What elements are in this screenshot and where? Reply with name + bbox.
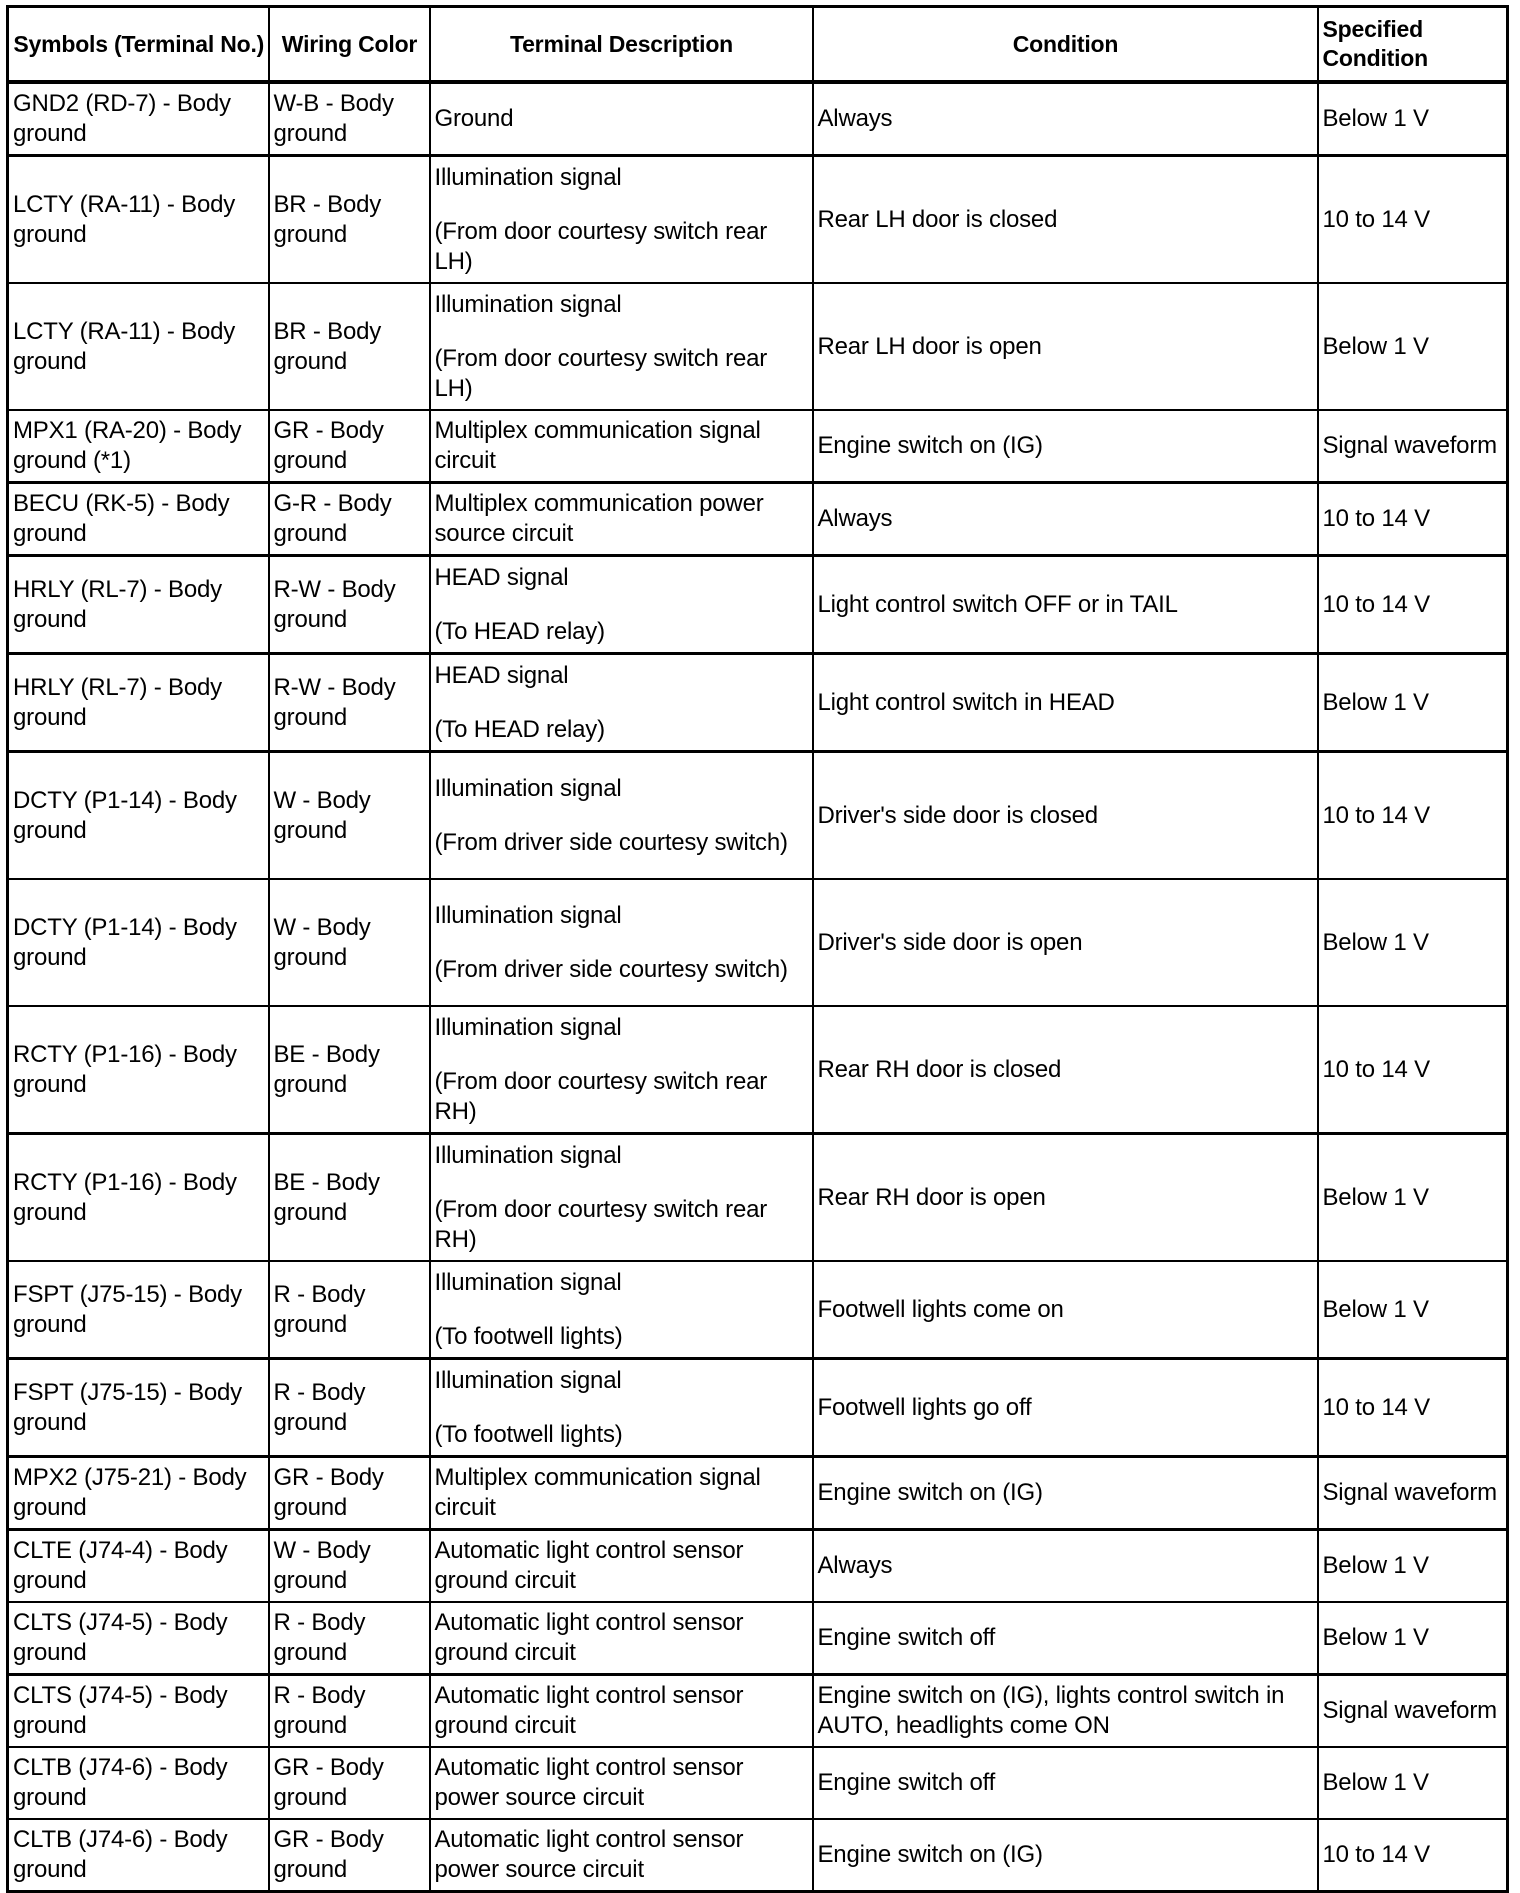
cell-terminal-description [430, 654, 813, 752]
cell-terminal-description [430, 752, 813, 880]
cell-condition: Light control switch OFF or in TAIL [813, 556, 1318, 654]
table-row [8, 1359, 1508, 1457]
description-line: Automatic light control sensor ground circuit [434, 1682, 744, 1739]
cell-condition: Rear LH door is closed [813, 156, 1318, 284]
header-terminal-description: Terminal Description [430, 7, 813, 83]
cell-symbol: CLTB (J74-6) - Body ground [8, 1747, 269, 1819]
cell-specified-condition: 10 to 14 V [1318, 1359, 1508, 1457]
cell-symbol: RCTY (P1-16) - Body ground [8, 1134, 269, 1262]
cell-wiring-color: R-W - Body ground [269, 654, 430, 752]
cell-condition: Driver's side door is closed [813, 752, 1318, 880]
cell-symbol: CLTB (J74-6) - Body ground [8, 1819, 269, 1892]
table-row [8, 1747, 1508, 1819]
cell-symbol: DCTY (P1-14) - Body ground [8, 752, 269, 880]
description-spacer [435, 1043, 809, 1067]
table-row [8, 410, 1508, 483]
cell-symbol: LCTY (RA-11) - Body ground [8, 156, 269, 284]
cell-symbol: GND2 (RD-7) - Body ground [8, 82, 269, 156]
description-line: HEAD signal [434, 661, 569, 689]
description-line: Illumination signal [434, 1268, 622, 1296]
cell-wiring-color: GR - Body ground [269, 1747, 430, 1819]
cell-terminal-description [430, 82, 813, 156]
description-line: Automatic light control sensor power source circuit [434, 1826, 744, 1883]
description-line: Automatic light control sensor ground circuit [434, 1537, 744, 1594]
description-line: Automatic light control sensor ground circuit [434, 1609, 744, 1666]
cell-terminal-description [430, 1602, 813, 1675]
description-spacer [435, 193, 809, 217]
description-line: Multiplex communication signal circuit [434, 1464, 761, 1521]
cell-condition: Driver's side door is open [813, 879, 1318, 1006]
cell-wiring-color: W - Body ground [269, 1530, 430, 1603]
cell-terminal-description [430, 483, 813, 556]
cell-specified-condition: Below 1 V [1318, 1747, 1508, 1819]
cell-condition: Engine switch off [813, 1747, 1318, 1819]
cell-specified-condition: 10 to 14 V [1318, 1819, 1508, 1892]
cell-specified-condition: 10 to 14 V [1318, 752, 1508, 880]
table-row [8, 1675, 1508, 1748]
cell-condition: Always [813, 1530, 1318, 1603]
cell-wiring-color: R - Body ground [269, 1602, 430, 1675]
table-row [8, 752, 1508, 880]
cell-condition: Rear LH door is open [813, 283, 1318, 410]
cell-terminal-description [430, 1675, 813, 1748]
table-row [8, 1819, 1508, 1892]
cell-condition: Engine switch off [813, 1602, 1318, 1675]
terminal-spec-table [6, 5, 1509, 1893]
table-row [8, 1261, 1508, 1359]
cell-condition: Always [813, 82, 1318, 156]
cell-wiring-color: R - Body ground [269, 1261, 430, 1359]
cell-wiring-color: BR - Body ground [269, 156, 430, 284]
cell-specified-condition: Signal waveform [1318, 410, 1508, 483]
cell-condition: Engine switch on (IG) [813, 410, 1318, 483]
cell-terminal-description [430, 556, 813, 654]
description-line: Illumination signal [434, 290, 622, 318]
cell-symbol: FSPT (J75-15) - Body ground [8, 1359, 269, 1457]
description-spacer [435, 691, 809, 715]
cell-symbol: LCTY (RA-11) - Body ground [8, 283, 269, 410]
table-body [8, 82, 1508, 1892]
cell-symbol: HRLY (RL-7) - Body ground [8, 654, 269, 752]
table-row [8, 1006, 1508, 1134]
cell-wiring-color: W - Body ground [269, 879, 430, 1006]
description-line: (To HEAD relay) [434, 715, 605, 743]
cell-terminal-description [430, 1747, 813, 1819]
description-line: (To HEAD relay) [434, 617, 605, 645]
table-header-row [8, 7, 1508, 83]
cell-wiring-color: W-B - Body ground [269, 82, 430, 156]
table-row [8, 879, 1508, 1006]
description-line: (To footwell lights) [434, 1322, 623, 1350]
header-symbols: Symbols (Terminal No.) [8, 7, 269, 83]
table-row [8, 156, 1508, 284]
cell-terminal-description [430, 1261, 813, 1359]
description-line: (From door courtesy switch rear LH) [434, 217, 768, 275]
table-row [8, 283, 1508, 410]
table-row [8, 556, 1508, 654]
cell-specified-condition: Below 1 V [1318, 1530, 1508, 1603]
cell-specified-condition: Below 1 V [1318, 654, 1508, 752]
cell-terminal-description [430, 156, 813, 284]
table-row [8, 82, 1508, 156]
cell-condition: Footwell lights go off [813, 1359, 1318, 1457]
description-spacer [435, 1298, 809, 1322]
cell-wiring-color: R - Body ground [269, 1359, 430, 1457]
cell-terminal-description [430, 410, 813, 483]
description-line: (From driver side courtesy switch) [434, 828, 788, 856]
cell-specified-condition: Below 1 V [1318, 283, 1508, 410]
cell-specified-condition: 10 to 14 V [1318, 156, 1508, 284]
table-row [8, 1530, 1508, 1603]
cell-terminal-description [430, 1006, 813, 1134]
cell-wiring-color: GR - Body ground [269, 1819, 430, 1892]
description-spacer [435, 1396, 809, 1420]
table-row [8, 1602, 1508, 1675]
cell-terminal-description [430, 1819, 813, 1892]
cell-condition: Engine switch on (IG), lights control switch in AUTO, headlights come ON [813, 1675, 1318, 1748]
description-line: Illumination signal [434, 1366, 622, 1394]
cell-wiring-color: G-R - Body ground [269, 483, 430, 556]
cell-specified-condition: Below 1 V [1318, 1602, 1508, 1675]
description-line: Illumination signal [434, 163, 622, 191]
cell-wiring-color: R - Body ground [269, 1675, 430, 1748]
header-wiring-color: Wiring Color [269, 7, 430, 83]
description-spacer [435, 320, 809, 344]
cell-terminal-description [430, 1359, 813, 1457]
description-line: Ground [434, 105, 514, 132]
description-line: (To footwell lights) [434, 1420, 623, 1448]
cell-wiring-color: BR - Body ground [269, 283, 430, 410]
cell-symbol: DCTY (P1-14) - Body ground [8, 879, 269, 1006]
cell-specified-condition: 10 to 14 V [1318, 483, 1508, 556]
terminal-spec-table-container [6, 5, 1506, 1893]
cell-condition: Always [813, 483, 1318, 556]
description-line: Illumination signal [434, 1141, 622, 1169]
cell-symbol: FSPT (J75-15) - Body ground [8, 1261, 269, 1359]
cell-symbol: BECU (RK-5) - Body ground [8, 483, 269, 556]
description-line: (From door courtesy switch rear RH) [434, 1067, 768, 1125]
description-line: Multiplex communication power source circuit [434, 490, 764, 547]
description-spacer [435, 931, 809, 955]
cell-specified-condition: Below 1 V [1318, 1261, 1508, 1359]
cell-symbol: RCTY (P1-16) - Body ground [8, 1006, 269, 1134]
table-row [8, 483, 1508, 556]
description-line: Illumination signal [434, 901, 622, 929]
cell-specified-condition: Below 1 V [1318, 879, 1508, 1006]
cell-specified-condition: 10 to 14 V [1318, 1006, 1508, 1134]
cell-terminal-description [430, 1530, 813, 1603]
cell-wiring-color: BE - Body ground [269, 1006, 430, 1134]
cell-symbol: MPX2 (J75-21) - Body ground [8, 1457, 269, 1530]
description-spacer [435, 1171, 809, 1195]
cell-symbol: MPX1 (RA-20) - Body ground (*1) [8, 410, 269, 483]
description-spacer [435, 593, 809, 617]
cell-specified-condition: Signal waveform [1318, 1675, 1508, 1748]
cell-symbol: HRLY (RL-7) - Body ground [8, 556, 269, 654]
cell-specified-condition: 10 to 14 V [1318, 556, 1508, 654]
cell-specified-condition: Signal waveform [1318, 1457, 1508, 1530]
cell-condition: Engine switch on (IG) [813, 1457, 1318, 1530]
table-row [8, 1134, 1508, 1262]
description-line: (From door courtesy switch rear RH) [434, 1195, 768, 1253]
cell-terminal-description [430, 1457, 813, 1530]
cell-condition: Engine switch on (IG) [813, 1819, 1318, 1892]
cell-condition: Rear RH door is closed [813, 1006, 1318, 1134]
table-row [8, 654, 1508, 752]
header-condition: Condition [813, 7, 1318, 83]
cell-terminal-description [430, 1134, 813, 1262]
cell-terminal-description [430, 283, 813, 410]
cell-specified-condition: Below 1 V [1318, 1134, 1508, 1262]
cell-wiring-color: BE - Body ground [269, 1134, 430, 1262]
cell-condition: Rear RH door is open [813, 1134, 1318, 1262]
cell-symbol: CLTS (J74-5) - Body ground [8, 1602, 269, 1675]
description-line: Automatic light control sensor power source circuit [434, 1754, 744, 1811]
table-row [8, 1457, 1508, 1530]
cell-symbol: CLTE (J74-4) - Body ground [8, 1530, 269, 1603]
cell-wiring-color: R-W - Body ground [269, 556, 430, 654]
cell-condition: Footwell lights come on [813, 1261, 1318, 1359]
cell-wiring-color: GR - Body ground [269, 1457, 430, 1530]
cell-wiring-color: GR - Body ground [269, 410, 430, 483]
description-line: Multiplex communication signal circuit [434, 417, 761, 474]
description-line: Illumination signal [434, 774, 622, 802]
description-line: (From door courtesy switch rear LH) [434, 344, 768, 402]
cell-terminal-description [430, 879, 813, 1006]
cell-wiring-color: W - Body ground [269, 752, 430, 880]
header-specified-condition: Specified Condition [1318, 7, 1508, 83]
description-line: (From driver side courtesy switch) [434, 955, 788, 983]
cell-condition: Light control switch in HEAD [813, 654, 1318, 752]
description-line: Illumination signal [434, 1013, 622, 1041]
cell-specified-condition: Below 1 V [1318, 82, 1508, 156]
description-spacer [435, 804, 809, 828]
description-line: HEAD signal [434, 563, 569, 591]
cell-symbol: CLTS (J74-5) - Body ground [8, 1675, 269, 1748]
